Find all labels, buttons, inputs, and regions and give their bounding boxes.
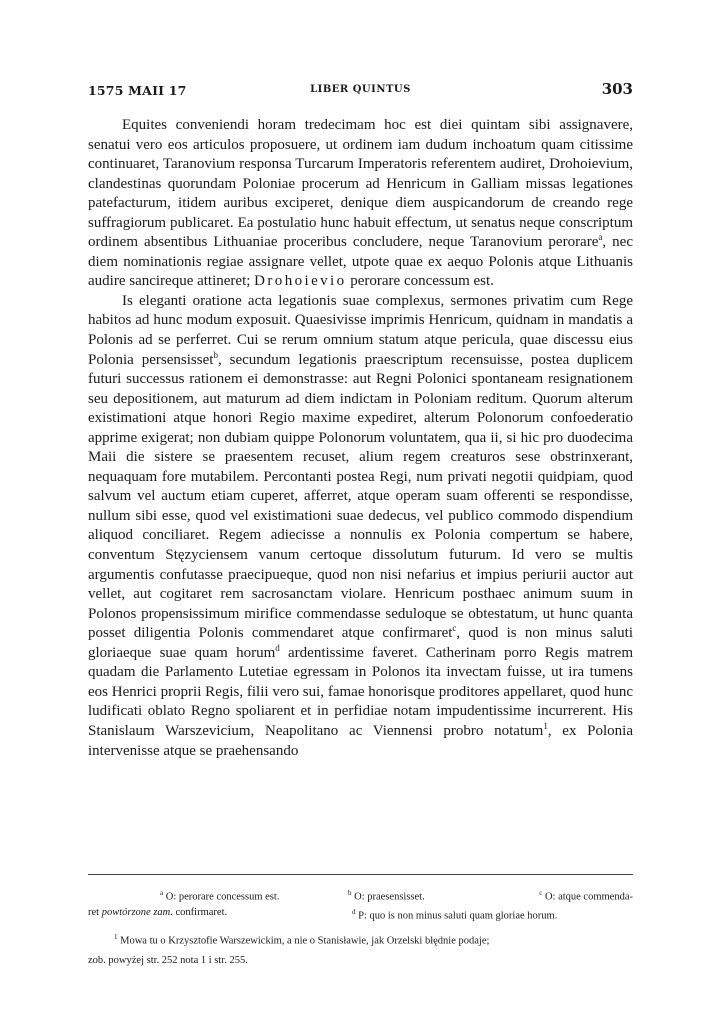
paragraph-2-text-a: Is eleganti oratione acta legationis suae complexus, sermones privatim cum Rege habitos ad hunc modum exposuit. Quaesivisse imprimis Henricum, quidnam in mandatis a Polonis ad se perferret. Cui se rerum omnium statum atque pericula, quae discessu eius Polonia persensisset: [88, 292, 633, 368]
footnote-ref-d: d: [275, 642, 280, 653]
footnote-divider: [88, 874, 633, 875]
note-1-text: Mowa tu o Krzysztofie Warszewickim, a nie o Stanisławie, jak Orzelski błędnie podaje;: [120, 935, 490, 947]
footnote-c-italic: powtórzone zam.: [101, 907, 173, 918]
footnote-ref-1: 1: [543, 720, 548, 731]
footnote-d-text: P: quo is non minus saluti quam gloriae horum.: [358, 910, 558, 922]
paragraph-1-text-a: Equites conveniendi horam tredecimam hoc est diei quintam sibi assignavere, senatui vero eos articulos proposuere, ut ordinem iam dudum inchoatum quam citissime continuaret, Taranovium responsa Turcarum Imperatoris referentem audiret, Drohoievium, clandestinas quorundam Poloniae procerum ad Henricum in Galliam missas legationes patefacturum, itidem auribus exciperet, denique diem auspicandorum de creando rege suffragiorum publicaret. Ea postulatio hunc habuit effectum, ut senatus neque conscriptum ordinem absentibus Lithuaniae proceribus concludere, neque Taranovium perorare: [88, 117, 633, 251]
paragraph-1-text-c: perorare concessum est.: [350, 273, 494, 290]
paragraph-2-text-b: , secundum legationis praescriptum recensuisse, postea duplicem futuri successus rationem ei demonstrasse: aut Regni Polonici spontaneam resignationem seu depositionem, aut maturum ad diem indictam in Poloniam reditum. Quorum alterum existimationi atque honori Regio maxime expediret, alterum Polonorum confoederatio apprime exigerat; non dubiam quippe Polonorum voluntatem, qua ii, si hic pro duodecima Maii die sistere se praesentem recuset, alium regem creaturos sese obstrinxerant, nequaquam fore mutabilem. Percontanti postea Regi, num privati negotii quidpiam, quod salvum vel auctum etiam cuperet, afferret, atque operam suam offerenti se respondisse, nullum sibi esse, quod vel existimationi suae dedecus, vel publico commodo dispendium aliquod conciliaret. Regem adiecisse a nonnulis ex Polonia compertum se habere, conventum Stęzyciensem vanum certoque dissolutum futurum. Id vero se multis argumentis confutasse praecipueque, quod non nisi nefarius et impius periurii auctor aut vellet, aut cogitaret rem sacrosanctam violare. Henricum posthaec animum suum in Polonos propensissimum mirifice commendasse seduloque se obtestatum, ut hunc quanta posset diligentia Polonis commendaret atque confirmaret: [88, 351, 633, 642]
footnote-c-text: O: atque commenda-: [544, 891, 633, 903]
paragraph-2: [88, 292, 633, 761]
footnote-d-mark: d: [352, 908, 356, 916]
paragraph-2-text-d: ardentissime faveret. Catherinam porro Regis matrem quadam die Parlamento Lutetiae egressam in Polonos ita invectam fuisse, ut ira tumens eos Henrici proprii Regis, filii vero sui, famae honorisque proditores appellaret, quod hunc ludificati oblato Regno spoliarent et in perfidiae notam impudentissime incurrerent. His Stanislaum Warszevicium, Neapolitano ac Viennensi probro notatum: [88, 644, 633, 739]
apparatus-line-2: [88, 903, 633, 922]
footnote-c-cont-b: confirmaret.: [175, 907, 228, 918]
paragraph-2-text-c: , quod is non minus saluti gloriaeque suae quam horum: [88, 625, 633, 661]
footnote-d: [352, 903, 557, 926]
main-text: [88, 116, 633, 761]
header-book-title: LIBER QUINTUS: [310, 84, 411, 95]
footnote-b-mark: b: [348, 889, 352, 897]
textual-apparatus: [88, 884, 633, 922]
note-1: [88, 928, 633, 951]
footnote-c-mark: c: [539, 889, 543, 897]
paragraph-1: [88, 116, 633, 292]
footnote-ref-b: b: [213, 349, 218, 360]
explanatory-notes: [88, 928, 633, 970]
note-1-continued: zob. powyżej str. 252 nota 1 i str. 255.: [88, 954, 248, 966]
note-1-mark: 1: [114, 933, 118, 941]
spaced-name: Drohoievio: [254, 273, 347, 290]
paragraph-1-text-b: , nec diem nominationis regiae assignare vellet, utpote quae ex aequo Polonis atque Lithuanis audire sancireque attineret;: [88, 234, 633, 290]
footnote-c-cont-a: ret: [88, 907, 100, 918]
page-number: 303: [601, 80, 633, 98]
footnote-b-text: O: praesensisset.: [354, 891, 425, 903]
footnote-a-mark: a: [160, 889, 164, 897]
header-date: 1575 MAII 17: [88, 83, 187, 98]
running-header: [88, 80, 633, 102]
footnote-ref-a: a: [598, 232, 603, 243]
footnote-a-text: O: perorare concessum est.: [165, 891, 280, 903]
paragraph-2-text-e: , ex Polonia intervenisse atque se praehensando: [88, 722, 633, 759]
apparatus-line-1: [88, 884, 633, 903]
footnote-c-continued: [88, 903, 227, 922]
footnote-ref-c: c: [452, 623, 457, 634]
